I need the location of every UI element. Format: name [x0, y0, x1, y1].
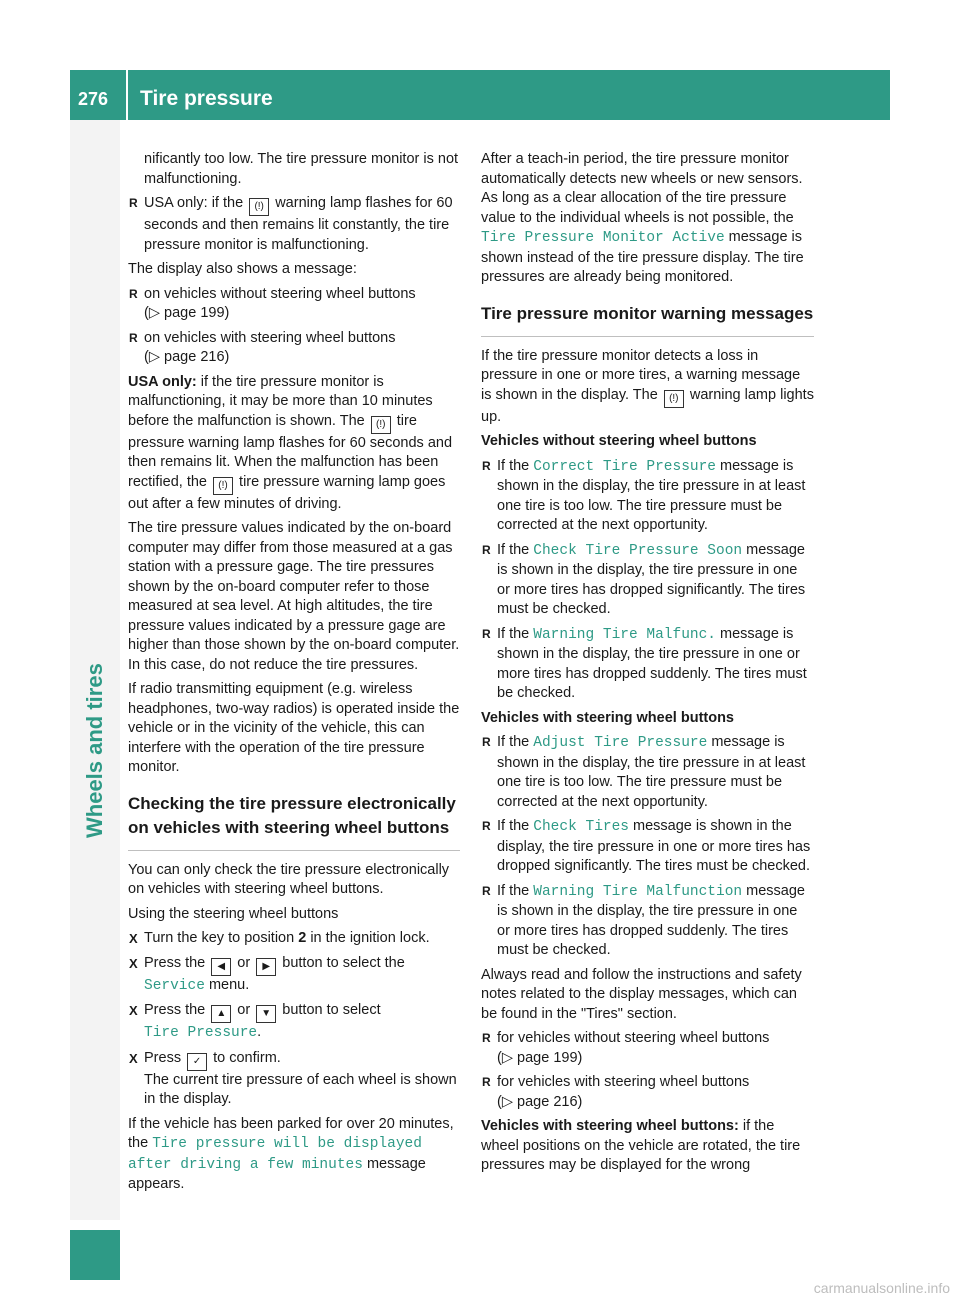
paragraph: After a teach-in period, the tire pressure monitor automatically detects new wheels or new sensors. As long as a clear allocation of the tire pressure value to the individual wheels is not possible, the Tire Pressure Monitor Active message is shown instead of the tire pressure display. The tire pressures are already being monitored.	[481, 151, 804, 285]
instruction-step: X Press the ◀ or ▶ button to select the Service menu.	[128, 954, 460, 997]
paragraph: The display also shows a message:	[128, 261, 357, 277]
page-link[interactable]: page 216	[517, 1093, 578, 1110]
arrow-down-key-icon: ▼	[256, 1005, 276, 1023]
right-column	[481, 150, 814, 1181]
tire-pressure-warning-icon: (!)	[213, 477, 233, 495]
subheading: Vehicles without steering wheel buttons	[481, 433, 757, 449]
list-item: R for vehicles with steering wheel buttons (▷ page 216)	[481, 1073, 814, 1112]
section-label: Wheels and tires	[82, 663, 107, 838]
paragraph: Always read and follow the instructions and safety notes related to the display messages, which can be found in the "Tires" section.	[481, 966, 802, 1022]
list-item: R USA only: if the (!) warning lamp flashes for 60 seconds and then remains lit constantly, the tire pressure monitor is malfunctioning.	[128, 194, 460, 255]
list-item: R on vehicles with steering wheel buttons (▷ page 216)	[128, 329, 460, 368]
list-item: R If the Correct Tire Pressure message is shown in the display, the tire pressure in at least one tire is too low. The tire pressure must be corrected at the next opportunity.	[481, 457, 814, 536]
page-ref-arrow-icon: ▷	[148, 349, 160, 365]
left-column	[128, 150, 460, 1200]
tire-pressure-warning-icon: (!)	[664, 390, 684, 408]
page-number-box	[70, 70, 128, 120]
list-item: R If the Warning Tire Malfunc. message is shown in the display, the tire pressure in one or more tires has dropped suddenly. The tires must be checked.	[481, 625, 814, 704]
page-header	[70, 70, 890, 120]
paragraph: nificantly too low. The tire pressure monitor is not malfunctioning.	[144, 151, 459, 187]
list-item: R If the Check Tire Pressure Soon message is shown in the display, the tire pressure in one or more tires has dropped significantly. The tires must be checked.	[481, 541, 814, 620]
paragraph: If the tire pressure monitor detects a loss in pressure in one or more tires, a warning message is shown in the display. The (!) warning lamp lights up.	[481, 347, 814, 425]
subheading: Vehicles with steering wheel buttons	[481, 709, 734, 726]
ok-key-icon: ✓	[187, 1053, 207, 1071]
paragraph: Using the steering wheel buttons	[128, 905, 339, 922]
tire-pressure-warning-icon: (!)	[371, 416, 391, 434]
list-item: R on vehicles without steering wheel buttons (▷ page 199)	[128, 285, 460, 324]
tire-pressure-warning-icon: (!)	[249, 198, 269, 216]
page-ref-arrow-icon: ▷	[148, 305, 160, 321]
sidebar-marker	[70, 1230, 120, 1280]
section-heading: Tire pressure monitor warning messages	[481, 302, 814, 337]
paragraph: If the vehicle has been parked for over 20 minutes, the Tire pressure will be displayed after driving a few minutes message appears.	[128, 1115, 454, 1192]
page-ref-arrow-icon: ▷	[501, 1049, 513, 1066]
page-link[interactable]: page 216	[164, 349, 225, 365]
paragraph: The tire pressure values indicated by the on-board computer may differ from those measured at a gas station with a pressure gage. The tire pressures shown by the on-board computer refer to those measured at sea level. At high altitudes, the tire pressure values indicated by a pressure gage are higher than those shown by the on-board computer. In this case, do not reduce the tire pressures.	[128, 520, 460, 673]
arrow-left-key-icon: ◀	[211, 958, 231, 976]
list-item: R If the Check Tires message is shown in the display, the tire pressure in one or more tires has dropped significantly. The tires must be checked.	[481, 817, 814, 877]
watermark: carmanualsonline.info	[813, 1280, 950, 1296]
paragraph: Vehicles with steering wheel buttons: if the wheel positions on the vehicle are rotated, the tire pressures may be displayed for the wrong	[481, 1118, 801, 1173]
instruction-step: X Turn the key to position 2 in the ignition lock.	[128, 929, 460, 949]
page-title: Tire pressure	[140, 87, 273, 110]
instruction-step: X Press ✓ to confirm. The current tire pressure of each wheel is shown in the display.	[128, 1049, 460, 1110]
instruction-step: X Press the ▲ or ▼ button to select Tire Pressure.	[128, 1001, 460, 1044]
list-item: R If the Adjust Tire Pressure message is shown in the display, the tire pressure in at least one tire is too low. The tire pressure must be corrected at the next opportunity.	[481, 733, 814, 812]
section-heading: Checking the tire pressure electronically on vehicles with steering wheel buttons	[128, 792, 460, 851]
page-number: 276	[78, 89, 109, 109]
paragraph: USA only: if the tire pressure monitor is malfunctioning, it may be more than 10 minutes before the malfunction is shown. The (!) tire pressure warning lamp flashes for 60 seconds and then remains lit. When the malfunction has been rectified, the (!) tire pressure warning lamp goes out after a few minutes of driving.	[128, 373, 453, 512]
arrow-right-key-icon: ▶	[256, 958, 276, 976]
page-ref-arrow-icon: ▷	[501, 1093, 513, 1110]
list-item: R for vehicles without steering wheel buttons (▷ page 199)	[481, 1029, 814, 1068]
page-link[interactable]: page 199	[164, 305, 225, 321]
arrow-up-key-icon: ▲	[211, 1005, 231, 1023]
page-link[interactable]: page 199	[517, 1049, 578, 1066]
paragraph: If radio transmitting equipment (e.g. wireless headphones, two-way radios) is operated inside the vehicle or in the vicinity of the vehicle, this can interfere with the operation of the tire pressure monitor.	[128, 681, 460, 775]
list-item: R If the Warning Tire Malfunction message is shown in the display, the tire pressure in one or more tires has dropped suddenly. The tires must be checked.	[481, 882, 814, 961]
paragraph: You can only check the tire pressure electronically on vehicles with steering wheel buttons.	[128, 861, 450, 897]
